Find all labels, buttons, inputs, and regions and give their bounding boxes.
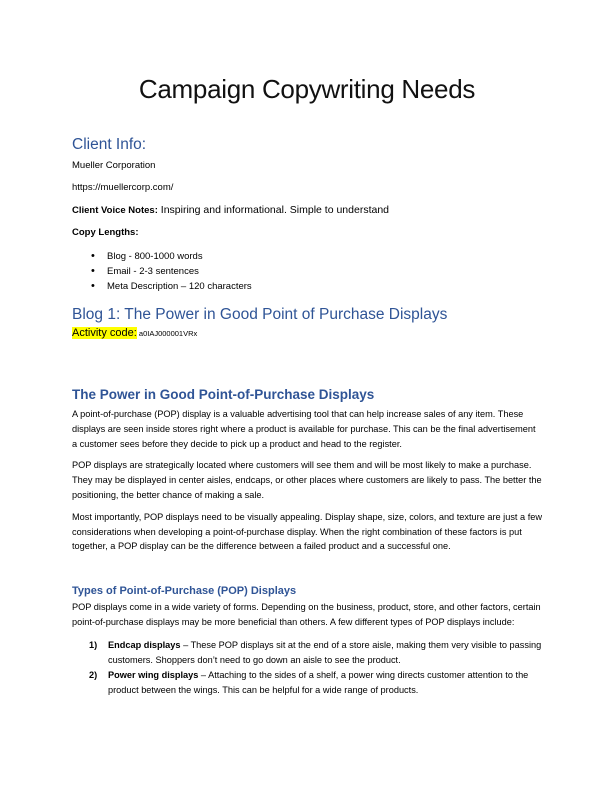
- blog1-heading: Blog 1: The Power in Good Point of Purchase Displays: [72, 306, 448, 323]
- article-paragraph: POP displays are strategically located where customers will see them and will be most likely to make a purchase. They may be displayed in center aisles, endcaps, or other places where customers are likely to pass. The better the positioning, the better chance of making a sale.: [72, 460, 542, 500]
- types-list: [72, 638, 542, 698]
- list-item: [89, 668, 542, 698]
- type-description: – These POP displays sit at the end of a store aisle, making them very visible to passing customers. Shoppers don’t need to go down an aisle to see the product.: [108, 639, 542, 665]
- type-term: Power wing displays: [108, 670, 199, 681]
- list-item: • Blog - 800-1000 words: [107, 249, 542, 264]
- list-item: • Meta Description – 120 characters: [107, 279, 542, 294]
- type-description: – Attaching to the sides of a shelf, a power wing directs customer attention to the product between the wings. This can be helpful for a wide range of products.: [108, 670, 529, 696]
- list-number: 2): [89, 670, 98, 681]
- article-title: The Power in Good Point-of-Purchase Displays: [72, 387, 375, 402]
- types-heading: Types of Point-of-Purchase (POP) Displays: [72, 585, 297, 598]
- blog1-section: [72, 306, 542, 341]
- activity-code-line: [72, 326, 542, 341]
- activity-code-label: Activity code:: [72, 327, 137, 339]
- list-number: 1): [89, 639, 98, 650]
- client-info-heading: Client Info:: [72, 136, 147, 153]
- client-url: https://muellercorp.com/: [72, 182, 174, 193]
- client-info-section: [72, 136, 542, 294]
- list-item: • Email - 2-3 sentences: [107, 264, 542, 279]
- types-intro: POP displays come in a wide variety of forms. Depending on the business, product, store, and other factors, certain point-of-purchase displays may be more beneficial than others. A few different types of POP displays include:: [72, 602, 541, 627]
- list-item: [89, 638, 542, 668]
- client-voice-text: Inspiring and informational. Simple to understand: [157, 204, 390, 216]
- client-company: Mueller Corporation: [72, 160, 156, 171]
- activity-code-value: a0IAJ000001VRx: [136, 329, 198, 338]
- type-term: Endcap displays: [108, 639, 181, 650]
- document-title: Campaign Copywriting Needs: [138, 74, 476, 104]
- client-voice-notes: [72, 204, 542, 217]
- document-content: [72, 72, 542, 699]
- copy-lengths-list: [72, 249, 542, 294]
- article-paragraph: Most importantly, POP displays need to be visually appealing. Display shape, size, colors, and texture are just a few considerations when developing a point-of-purchase display. When the right combination of these factors is put together, a POP display can be the difference between a failed product and a successful one.: [72, 511, 542, 552]
- client-voice-label: Client Voice Notes:: [72, 205, 158, 216]
- article-paragraph: A point-of-purchase (POP) display is a valuable advertising tool that can help increase sales of any item. These displays are seen inside stores right where a product is available for purchase. This can be the final advertisement a customer sees before they decide to pick up a product and head to the register.: [72, 409, 536, 449]
- article-section: [72, 387, 542, 698]
- copy-lengths-label: Copy Lengths:: [72, 227, 139, 238]
